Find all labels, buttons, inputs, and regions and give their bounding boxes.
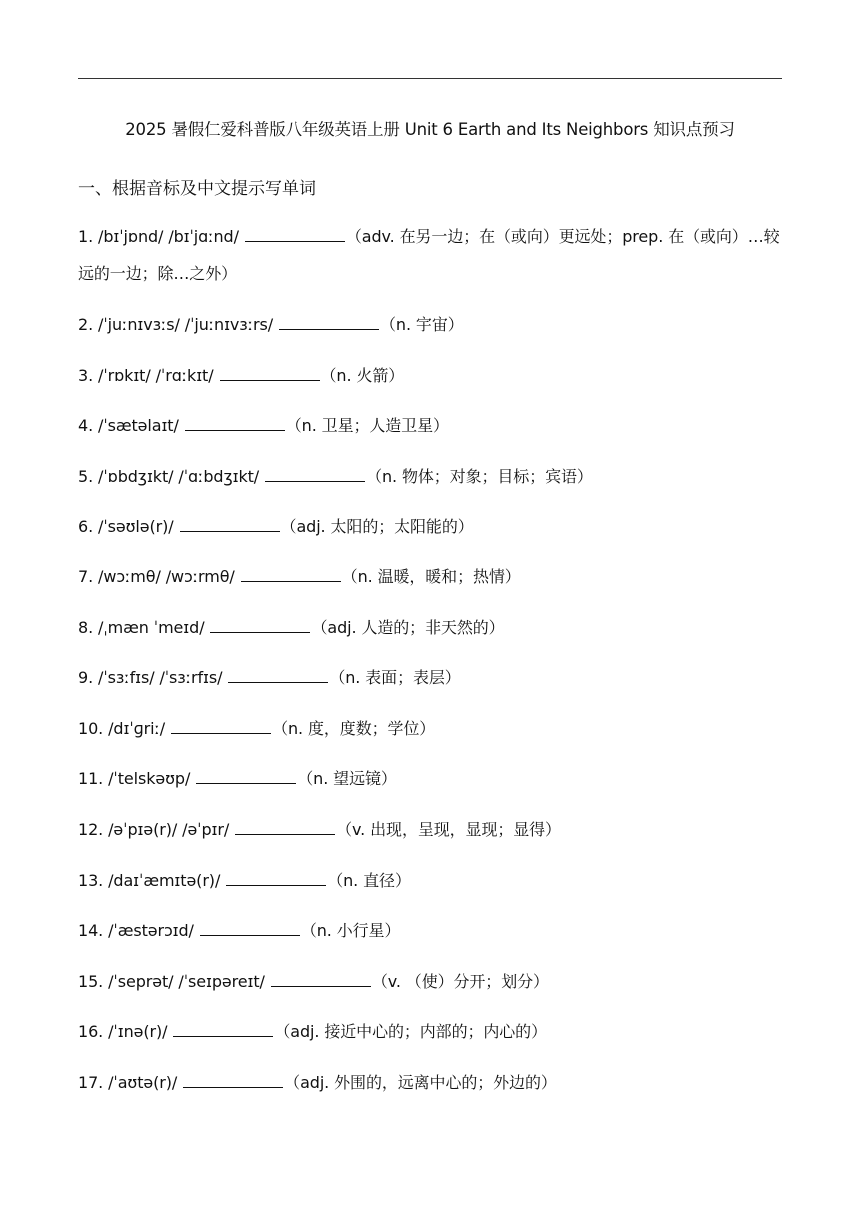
list-item xyxy=(78,358,784,394)
list-item xyxy=(78,509,784,545)
list-item xyxy=(78,913,784,949)
list-item xyxy=(78,964,784,1000)
answer-blank[interactable] xyxy=(245,227,345,242)
document-title: 2025 暑假仁爱科普版八年级英语上册 Unit 6 Earth and Its Neighbors 知识点预习 xyxy=(125,120,735,139)
answer-blank[interactable] xyxy=(228,668,328,683)
item-phonetic: 17. /ˈaʊtə(r)/ xyxy=(78,1073,183,1092)
item-meaning: （n. 物体；对象；目标；宾语） xyxy=(366,467,593,486)
list-item xyxy=(78,1065,784,1101)
answer-blank[interactable] xyxy=(220,366,320,381)
list-item xyxy=(78,660,784,696)
item-meaning: （n. 宇宙） xyxy=(380,315,464,334)
list-item xyxy=(78,711,784,747)
list-item xyxy=(78,218,784,292)
item-phonetic: 12. /əˈpɪə(r)/ /əˈpɪr/ xyxy=(78,820,235,839)
answer-blank[interactable] xyxy=(183,1073,283,1088)
item-meaning: （adj. 接近中心的；内部的；内心的） xyxy=(274,1022,547,1041)
item-phonetic: 13. /daɪˈæmɪtə(r)/ xyxy=(78,871,226,890)
item-meaning: （n. 表面；表层） xyxy=(329,668,461,687)
list-item xyxy=(78,863,784,899)
answer-blank[interactable] xyxy=(200,921,300,936)
item-meaning: （n. 小行星） xyxy=(300,921,401,940)
item-phonetic: 8. /ˌmæn ˈmeɪd/ xyxy=(78,618,210,637)
section-heading: 一、根据音标及中文提示写单词 xyxy=(78,179,316,199)
item-phonetic: 1. /bɪˈjɒnd/ /bɪˈjɑːnd/ xyxy=(78,227,244,246)
answer-blank[interactable] xyxy=(171,719,271,734)
item-phonetic: 14. /ˈæstərɔɪd/ xyxy=(78,921,199,940)
item-meaning: （v. 出现，呈现，显现；显得） xyxy=(336,820,561,839)
item-phonetic: 15. /ˈseprət/ /ˈseɪpəreɪt/ xyxy=(78,972,270,991)
item-meaning: （adj. 太阳的；太阳能的） xyxy=(280,517,474,536)
item-meaning: （n. 卫星；人造卫星） xyxy=(285,416,449,435)
answer-blank[interactable] xyxy=(226,871,326,886)
answer-blank[interactable] xyxy=(265,467,365,482)
answer-blank[interactable] xyxy=(173,1022,273,1037)
header-rule xyxy=(78,78,782,79)
list-item xyxy=(78,408,784,444)
answer-blank[interactable] xyxy=(279,315,379,330)
answer-blank[interactable] xyxy=(196,769,296,784)
item-phonetic: 4. /ˈsætəlaɪt/ xyxy=(78,416,184,435)
item-meaning: （adj. 人造的；非天然的） xyxy=(311,618,505,637)
answer-blank[interactable] xyxy=(185,416,285,431)
list-item xyxy=(78,1014,784,1050)
list-item xyxy=(78,761,784,797)
item-phonetic: 6. /ˈsəʊlə(r)/ xyxy=(78,517,179,536)
item-phonetic: 5. /ˈɒbdʒɪkt/ /ˈɑːbdʒɪkt/ xyxy=(78,467,265,486)
answer-blank[interactable] xyxy=(241,567,341,582)
item-phonetic: 11. /ˈtelskəʊp/ xyxy=(78,769,196,788)
list-item xyxy=(78,307,784,343)
list-item xyxy=(78,812,784,848)
item-meaning: （adj. 外围的，远离中心的；外边的） xyxy=(284,1073,557,1092)
item-phonetic: 9. /ˈsɜːfɪs/ /ˈsɜːrfɪs/ xyxy=(78,668,228,687)
item-phonetic: 3. /ˈrɒkɪt/ /ˈrɑːkɪt/ xyxy=(78,366,219,385)
answer-blank[interactable] xyxy=(180,517,280,532)
list-item xyxy=(78,610,784,646)
item-meaning: （n. 直径） xyxy=(327,871,411,890)
list-item xyxy=(78,459,784,495)
answer-blank[interactable] xyxy=(235,820,335,835)
item-meaning: （v. （使）分开；划分） xyxy=(371,972,549,991)
answer-blank[interactable] xyxy=(271,972,371,987)
item-phonetic: 2. /ˈjuːnɪvɜːs/ /ˈjuːnɪvɜːrs/ xyxy=(78,315,278,334)
item-meaning: （adv. 在另一边；在（或向）更远处；prep. 在（或向）…较远的一边；除…之外） xyxy=(78,227,780,283)
item-phonetic: 16. /ˈɪnə(r)/ xyxy=(78,1022,173,1041)
answer-blank[interactable] xyxy=(210,618,310,633)
list-item xyxy=(78,559,784,595)
item-meaning: （n. 度，度数；学位） xyxy=(272,719,436,738)
item-phonetic: 7. /wɔːmθ/ /wɔːrmθ/ xyxy=(78,567,240,586)
item-meaning: （n. 温暖，暖和；热情） xyxy=(341,567,521,586)
item-phonetic: 10. /dɪˈɡriː/ xyxy=(78,719,171,738)
item-meaning: （n. 火箭） xyxy=(320,366,405,385)
item-meaning: （n. 望远镜） xyxy=(297,769,397,788)
